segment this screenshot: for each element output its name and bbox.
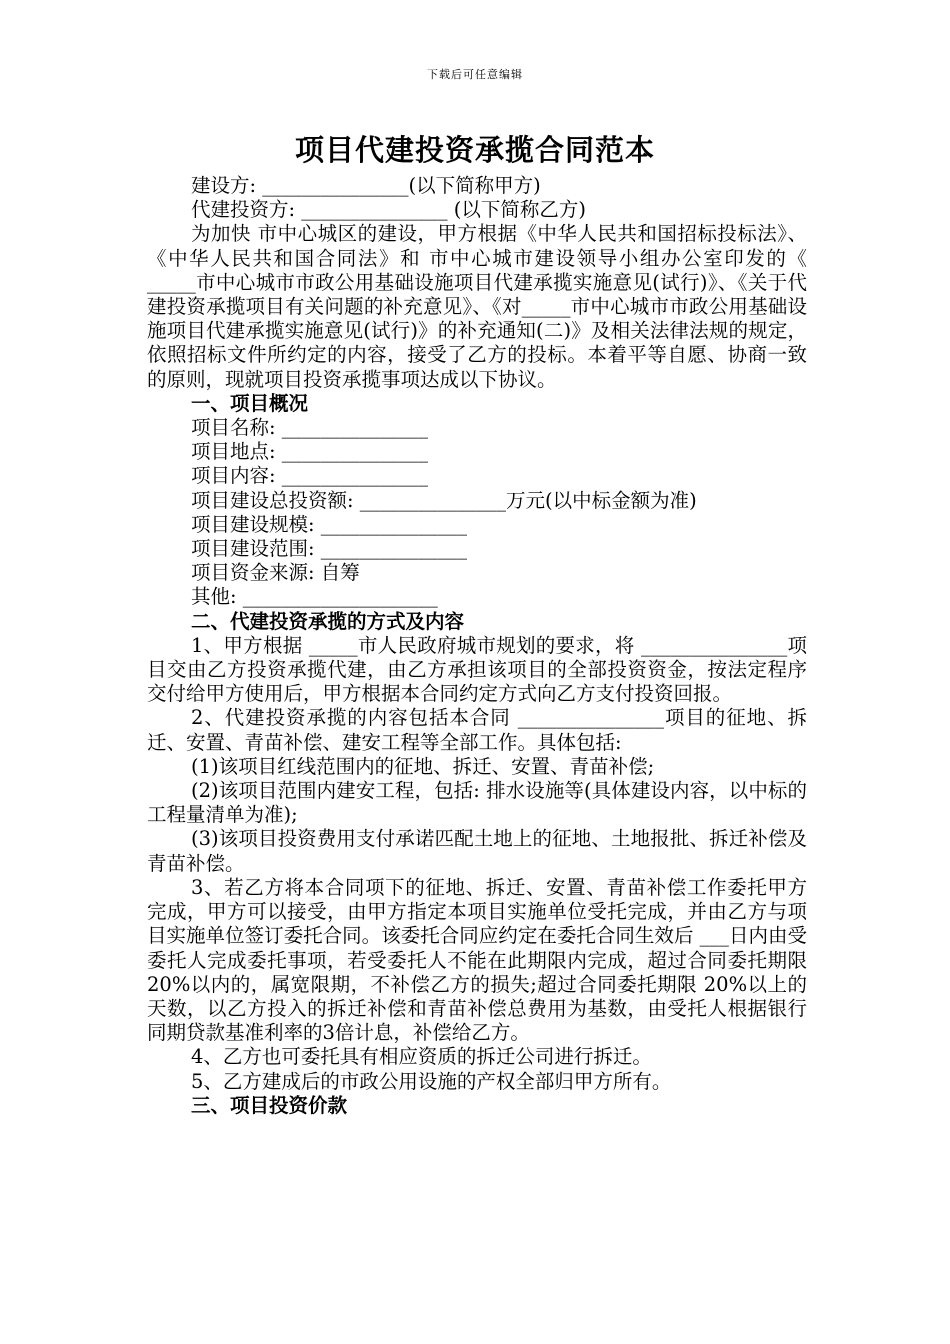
party-a-line: 建设方: _______________(以下简称甲方) — [191, 174, 541, 197]
clause-2: 2、代建投资承揽的内容包括本合同 _______________项目的征地、拆迁、安置、青苗补偿、建安工程等全部工作。具体包括: — [147, 706, 807, 754]
project-location-line: 项目地点: _______________ — [191, 440, 429, 464]
clause-2-item-1: (1)该项目红线范围内的征地、拆迁、安置、青苗补偿; — [191, 754, 655, 778]
clause-4: 4、乙方也可委托具有相应资质的拆迁公司进行拆迁。 — [191, 1045, 652, 1069]
clause-1: 1、甲方根据 _____市人民政府城市规划的要求，将 _______________项目交由乙方投资承揽代建，由乙方承担该项目的全部投资资金，按法定程序交付给甲方使用后，甲方根据本合同约定方式向乙方支付投资回报。 — [147, 633, 807, 706]
funding-source-line: 项目资金来源: 自筹 — [191, 561, 360, 585]
project-scale-line: 项目建设规模: _______________ — [191, 512, 468, 536]
clause-2-item-3: (3)该项目投资费用支付承诺匹配土地上的征地、土地报批、拆迁补偿及青苗补偿。 — [147, 827, 807, 875]
clause-2-item-2: (2)该项目范围内建安工程，包括: 排水设施等(具体建设内容，以中标的工程量清单为准); — [147, 779, 807, 827]
document-title: 项目代建投资承揽合同范本 — [294, 133, 655, 167]
party-b-line: 代建投资方: _______________ (以下简称乙方) — [191, 198, 586, 222]
section-heading-price: 三、项目投资价款 — [191, 1093, 348, 1117]
project-content-line: 项目内容: _______________ — [191, 464, 429, 488]
document-body — [147, 174, 807, 1118]
total-investment-line: 项目建设总投资额: _______________万元(以中标金额为准) — [191, 488, 697, 512]
clause-3: 3、若乙方将本合同项下的征地、拆迁、安置、青苗补偿工作委托甲方完成，甲方可以接受，由甲方指定本项目实施单位受托完成，并由乙方与项目实施单位签订委托合同。该委托合同应约定在委托合同生效后 ___日内由受委托人完成委托事项，若受委托人不能在此期限内完成，超过合同委托期限20%以内的，属宽限期，不补偿乙方的损失;超过合同委托期限 20%以上的天数，以乙方投入的拆迁补偿和青苗补偿总费用为基数，由受托人根据银行同期贷款基准利率的3倍计息，补偿给乙方。 — [147, 875, 807, 1045]
project-scope-line: 项目建设范围: _______________ — [191, 537, 468, 561]
other-line: 其他: ____________________ — [191, 585, 438, 609]
preamble-paragraph: 为加快 市中心城区的建设，甲方根据《中华人民共和国招标投标法》、《中华人民共和国合同法》和 市中心城市建设领导小组办公室印发的《 _____市中心城市市政公用基础设施项目代建承揽实施意见(试行)》、《关于代建投资承揽项目有关问题的补充意见》、《对_____市中心城市市政公用基础设施项目代建承揽实施意见(试行)》的补充通知(二)》及相关法律法规的规定，依照招标文件所约定的内容，接受了乙方的投标。本着平等自愿、协商一致的原则，现就项目投资承揽事项达成以下协议。 — [147, 222, 807, 391]
section-heading-overview: 一、项目概况 — [191, 391, 309, 415]
clause-5: 5、乙方建成后的市政公用设施的产权全部归甲方所有。 — [191, 1069, 672, 1093]
project-name-line: 项目名称: _______________ — [191, 416, 429, 440]
header-note: 下载后可任意编辑 — [427, 68, 523, 81]
section-heading-method: 二、代建投资承揽的方式及内容 — [191, 609, 465, 633]
